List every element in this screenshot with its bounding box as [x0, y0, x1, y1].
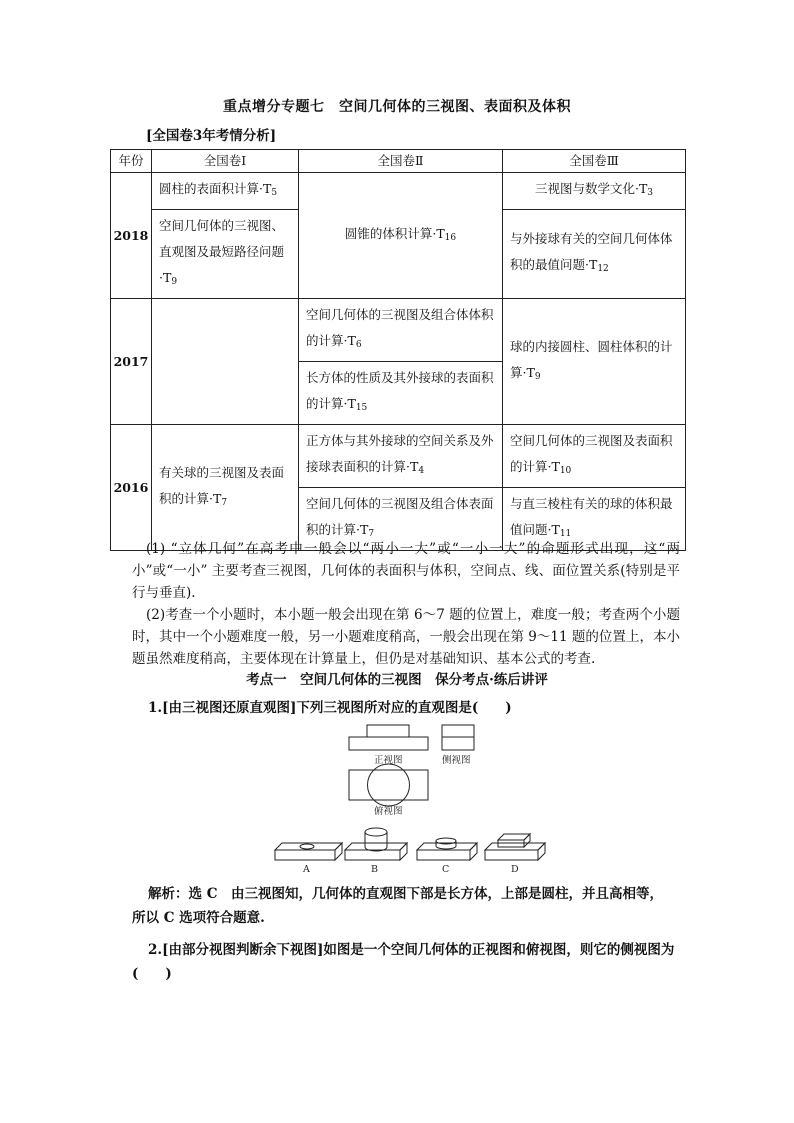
front-view-label: 正视图	[374, 755, 403, 766]
question-1: 1.[由三视图还原直观图]下列三视图所对应的直观图是( )	[148, 700, 512, 716]
question-2: 2.[由部分视图判断余下视图]如图是一个空间几何体的正视图和俯视图，则它的侧视图为( )	[132, 942, 675, 982]
exam-analysis-table	[110, 149, 686, 551]
solution-line-2: 所以 C 选项符合题意.	[132, 910, 265, 926]
three-view-figure	[270, 720, 560, 872]
analysis-paragraph-1: (1) “立体几何”在高考中一般会以“两小一大”或“一小一大”的命题形式出现，这“两小”或“一小” 主要考查三视图，几何体的表面积与体积，空间点、线、面位置关系(特别是平行与垂直).	[132, 541, 680, 601]
side-view-drawing	[442, 725, 474, 750]
option-a-drawing	[275, 843, 342, 860]
option-d-drawing	[485, 834, 545, 860]
table-row-2017a	[111, 299, 686, 362]
analysis-subtitle: [全国卷3年考情分析]	[146, 128, 277, 144]
top-view-drawing	[349, 764, 428, 806]
header-year: 年份	[111, 150, 152, 173]
top-view-label: 俯视图	[374, 806, 403, 817]
cell-2017-paper1	[152, 299, 299, 425]
section-heading: 考点一 空间几何体的三视图 保分考点·练后讲评	[246, 672, 548, 688]
cell-2018-paper3-a: 三视图与数学文化$\cdot T_3$	[503, 173, 686, 210]
cell-2017-paper2-a: 空间几何体的三视图及组合体体积的计算$\cdot T_6$	[299, 299, 503, 362]
option-d-label: D	[511, 864, 519, 872]
solution-line-1: 解析：选 C 由三视图知，几何体的直观图下部是长方体，上部是圆柱，并且高相等，	[148, 886, 663, 902]
cell-2016-paper1: 有关球的三视图及表面积的计算$\cdot T_7$	[152, 425, 299, 551]
cell-2016-paper2-a: 正方体与其外接球的空间关系及外接球表面积的计算$\cdot T_4$	[299, 425, 503, 488]
header-paper-1: 全国卷Ⅰ	[152, 150, 299, 173]
cell-2017-paper3: 球的内接圆柱、圆柱体积的计算$\cdot T_9$	[503, 299, 686, 425]
year-2016: 2016	[111, 425, 152, 551]
option-b-label: B	[371, 864, 378, 872]
year-2017: 2017	[111, 299, 152, 425]
header-paper-3: 全国卷Ⅲ	[503, 150, 686, 173]
side-view-label: 侧视图	[442, 755, 471, 766]
option-a-label: A	[303, 864, 310, 872]
cell-2018-paper3-b: 与外接球有关的空间几何体体积的最值问题$\cdot T_{12}$	[503, 210, 686, 299]
front-view-drawing	[349, 725, 428, 750]
year-2018: 2018	[111, 173, 152, 299]
option-c-drawing	[417, 838, 477, 860]
cell-2016-paper3-a: 空间几何体的三视图及表面积的计算$\cdot T_{10}$	[503, 425, 686, 488]
cell-2018-paper2: 圆锥的体积计算$\cdot T_{16}$	[299, 173, 503, 299]
table-row-2016a	[111, 425, 686, 488]
cell-2018-paper1-a: 圆柱的表面积计算$\cdot T_5$	[152, 173, 299, 210]
cell-2018-paper1-b: 空间几何体的三视图、直观图及最短路径问题$\cdot T_9$	[152, 210, 299, 299]
cell-2017-paper2-b: 长方体的性质及其外接球的表面积的计算$\cdot T_{15}$	[299, 362, 503, 425]
table-row-2018a	[111, 173, 686, 210]
cell-2016-paper2-b: 空间几何体的三视图及组合体表面积的计算$\cdot T_7$	[299, 488, 503, 551]
table-header-row	[111, 150, 686, 173]
header-paper-2: 全国卷Ⅱ	[299, 150, 503, 173]
solution-text	[132, 882, 688, 930]
option-b-drawing	[345, 828, 407, 860]
cell-2016-paper3-b: 与直三棱柱有关的球的体积最值问题$\cdot T_{11}$	[503, 488, 686, 551]
analysis-paragraph-2: (2)考查一个小题时，本小题一般会出现在第 6～7 题的位置上，难度一般；考查两个小题时，其中一个小题难度一般，另一小题难度稍高，一般会出现在第 9～11 题的位置上，本小题虽然难度稍高，主要体现在计算量上，但仍是对基础知识、基本公式的考查.	[132, 607, 680, 667]
option-c-label: C	[442, 864, 450, 872]
page-title: 重点增分专题七 空间几何体的三视图、表面积及体积	[223, 99, 571, 115]
